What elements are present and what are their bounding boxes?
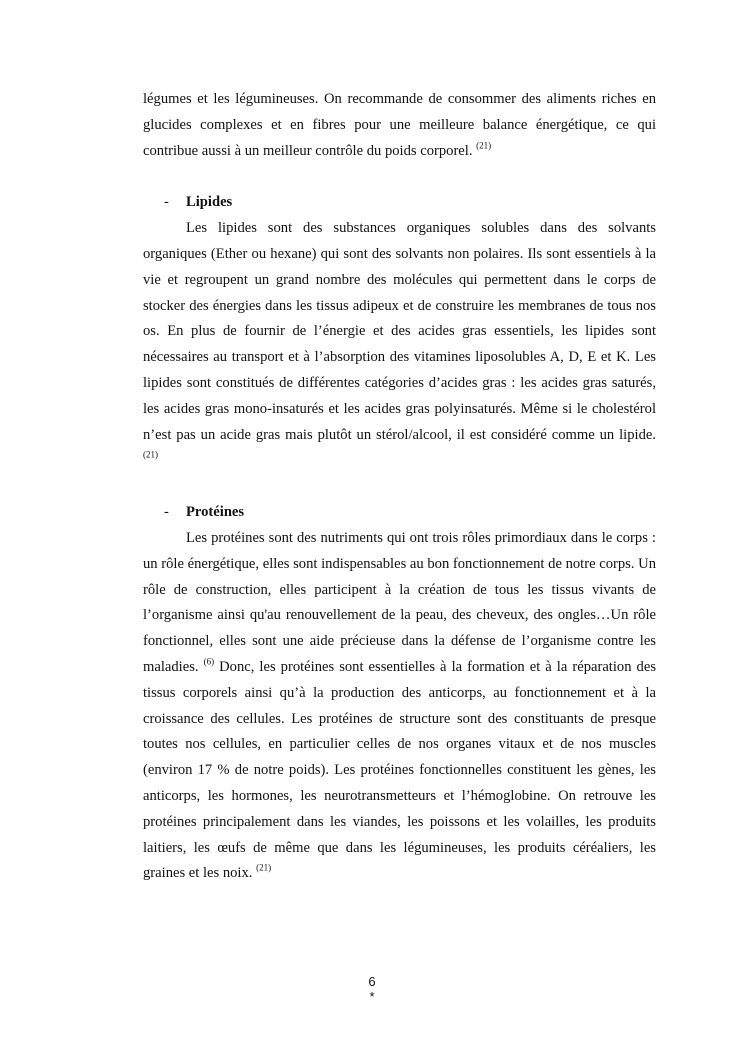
- page-marker: *: [369, 989, 375, 1004]
- intro-paragraph: [143, 87, 656, 164]
- proteines-reference-a: (6): [203, 656, 215, 667]
- lipides-title: Lipides: [186, 194, 233, 211]
- lipides-paragraph: [143, 216, 656, 474]
- lipides-reference: (21): [143, 450, 158, 461]
- proteines-heading: [143, 500, 656, 526]
- section-gap: [143, 474, 656, 500]
- intro-text: légumes et les légumineuses. On recommande de consommer des aliments riches en glucides complexes et en fibres pour une meilleure balance énergétique, ce qui contribue aussi à un meilleur contrôle du poids corporel.: [143, 91, 656, 159]
- proteines-bullet: -: [164, 504, 169, 521]
- proteines-title: Protéines: [186, 504, 245, 521]
- proteines-text-a: Les protéines sont des nutriments qui ont trois rôles primordiaux dans le corps : un rôle énergétique, elles sont indispensables au bon fonctionnement de notre corps. Un rôle de construction, elles participent à la création de tous les tissus vivants de l’organisme ainsi qu'au renouvellement de la peau, des cheveux, des ongles…Un rôle fonctionnel, elles sont une aide précieuse dans la défense de l’organisme contre les maladies.: [143, 529, 656, 675]
- lipides-bullet: -: [164, 194, 169, 211]
- section-gap: [143, 164, 656, 190]
- intro-reference: (21): [476, 140, 492, 151]
- proteines-reference-b: (21): [256, 863, 272, 874]
- document-body: [143, 87, 656, 887]
- proteines-paragraph: [143, 526, 656, 887]
- proteines-text-b: Donc, les protéines sont essentielles à la formation et à la réparation des tissus corporels ainsi qu’à la production des anticorps, au fonctionnement et à la croissance des cellules. Les protéines de structure sont des constituants de presque toutes nos cellules, en particulier celles de nos organes vitaux et de nos muscles (environ 17 % de notre poids). Les protéines fonctionnelles constituent les gènes, les anticorps, les hormones, les neurotransmetteurs et l’hémoglobine. On retrouve les protéines principalement dans les viandes, les poissons et les volailles, les produits laitiers, les œufs de même que dans les légumineuses, les produits céréaliers, les graines et les noix.: [143, 658, 656, 882]
- lipides-heading: [143, 190, 656, 216]
- lipides-text: Les lipides sont des substances organiques solubles dans des solvants organiques (Ether ou hexane) qui sont des solvants non polaires. Ils sont essentiels à la vie et regroupent un grand nombre des molécules qui permettent dans le corps de stocker des énergies dans les tissus adipeux et de construire les membranes de tous nos os. En plus de fournir de l’énergie et des acides gras essentiels, les lipides sont nécessaires au transport et à l’absorption des vitamines liposolubles A, D, E et K. Les lipides sont constitués de différentes catégories d’acides gras : les acides gras saturés, les acides gras mono-insaturés et les acides gras polyinsaturés. Même si le cholestérol n’est pas un acide gras mais plutôt un stérol/alcool, il est considéré comme un lipide.: [143, 220, 656, 443]
- page-number: 6: [368, 974, 376, 989]
